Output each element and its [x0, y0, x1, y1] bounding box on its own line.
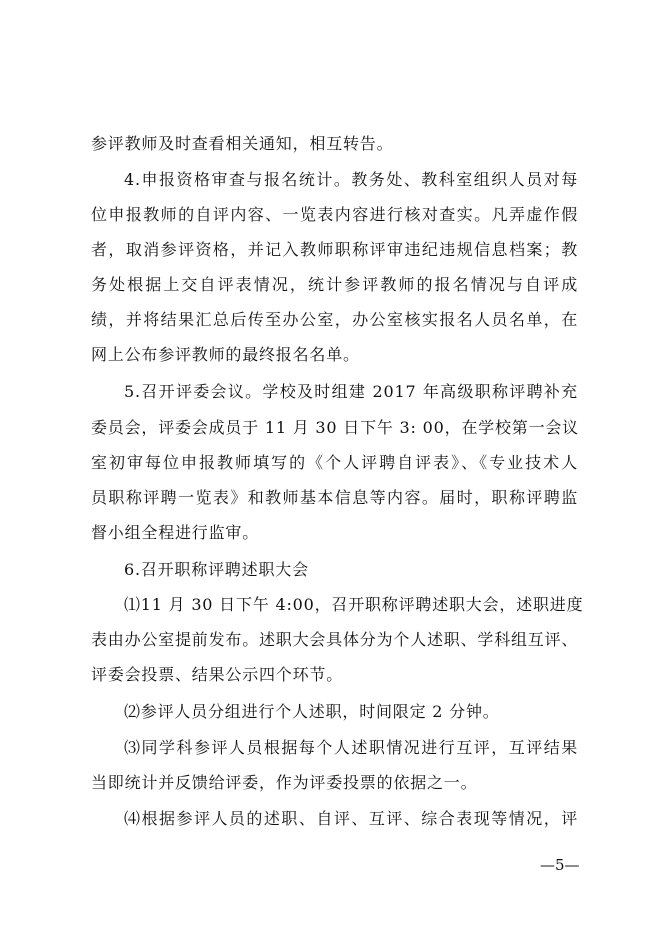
body-text-line: 绩，并将结果汇总后传至办公室，办公室核实报名人员名单，在: [91, 310, 578, 329]
section-4-heading-line: 4.申报资格审查与报名统计。教务处、教科室组织人员对每: [124, 170, 578, 189]
body-text-line: 者，取消参评资格，并记入教师职称评审违纪违规信息档案；教: [91, 240, 578, 259]
item-2-line: ⑵参评人员分组进行个人述职，时间限定 2 分钟。: [124, 702, 500, 721]
body-text-line: 表由办公室提前发布。述职大会具体分为个人述职、学科组互评、: [91, 630, 579, 649]
body-text-line: 员职称评聘一览表》和教师基本信息等内容。届时，职称评聘监: [91, 488, 578, 507]
body-text-line: 评委会投票、结果公示四个环节。: [91, 665, 344, 684]
body-text-line: 位申报教师的自评内容、一览表内容进行核对查实。凡弄虚作假: [91, 205, 578, 224]
page-number: —5—: [540, 856, 580, 874]
body-text-line: 当即统计并反馈给评委，作为评委投票的依据之一。: [91, 773, 478, 792]
body-text-line: 督小组全程进行监审。: [91, 523, 260, 542]
section-5-heading-line: 5.召开评委会议。学校及时组建 2017 年高级职称评聘补充: [124, 382, 578, 401]
item-3-line: ⑶同学科参评人员根据每个人述职情况进行互评，互评结果: [124, 738, 578, 757]
item-1-line: ⑴11 月 30 日下午 4:00，召开职称评聘述职大会，述职进度: [124, 595, 584, 614]
section-6-heading: 6.召开职称评聘述职大会: [124, 560, 309, 579]
body-text-line: 务处根据上交自评表情况，统计参评教师的报名情况与自评成: [91, 275, 578, 294]
item-4-line: ⑷根据参评人员的述职、自评、互评、综合表现等情况，评: [124, 809, 578, 828]
body-text-line: 委员会，评委会成员于 11 月 30 日下午 3: 00，在学校第一会议: [91, 418, 579, 437]
body-text-line: 网上公布参评教师的最终报名名单。: [91, 345, 360, 364]
body-text-line: 室初审每位申报教师填写的《个人评聘自评表》、《专业技术人: [91, 453, 578, 472]
body-text-line: 参评教师及时查看相关通知，相互转告。: [91, 134, 394, 153]
